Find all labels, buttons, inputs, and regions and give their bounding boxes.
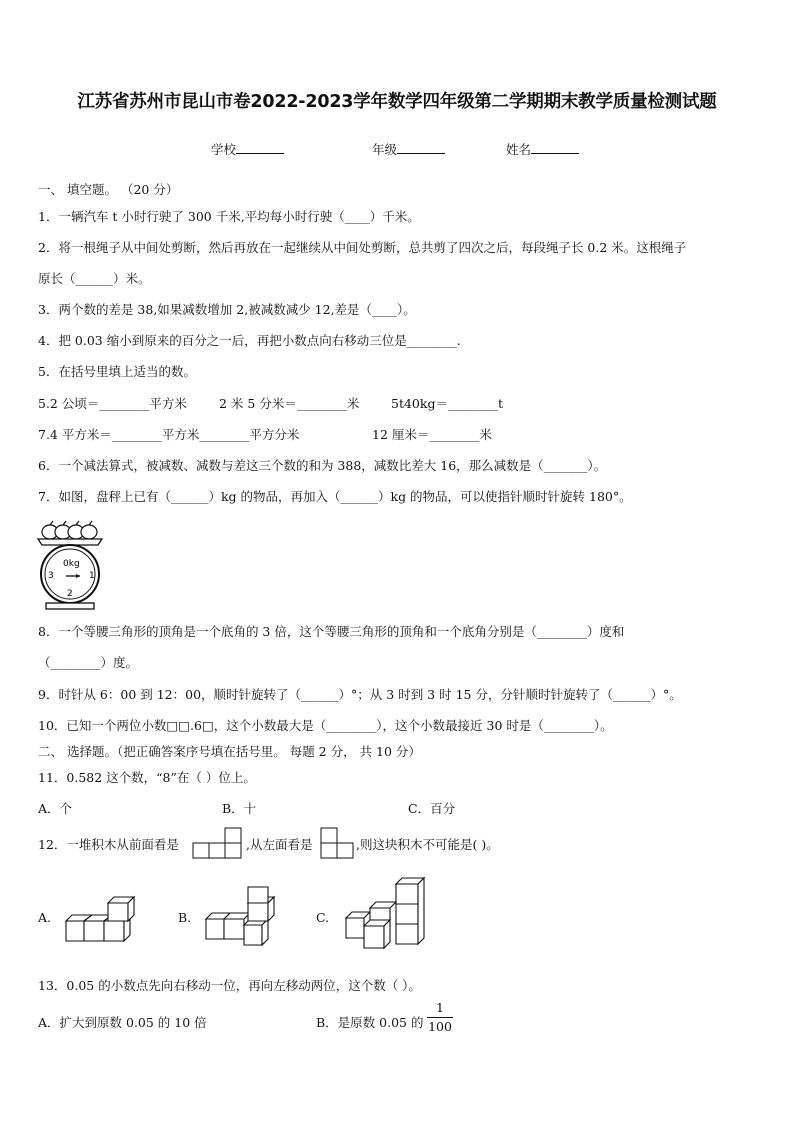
question-11-option-b[interactable]: B．十 — [222, 801, 257, 816]
question-8-line1: 8．一个等腰三角形的顶角是一个底角的 3 倍，这个等腰三角形的顶角和一个底角分别是（________）度和 — [38, 624, 625, 639]
question-4: 4．把 0.03 缩小到原来的百分之一后，再把小数点向右移动三位是________. — [38, 333, 461, 348]
scale-illustration — [36, 520, 106, 612]
question-5-item-5: 12 厘米＝________米 — [372, 427, 492, 442]
question-13-fraction — [427, 1000, 453, 1035]
school-label: 学校 — [211, 142, 237, 157]
question-12-middle: ,从左面看是 — [246, 837, 313, 852]
scale-mark-right: 1 — [89, 571, 95, 581]
scale-mark-bottom: 2 — [67, 589, 73, 599]
question-5-item-4: 7.4 平方米＝________平方米________平方分米 — [38, 427, 300, 442]
question-10: 10．已知一个两位小数□□.6□，这个小数最大是（________），这个小数最接近 30 时是（________）。 — [38, 718, 613, 733]
question-1: 1．一辆汽车 t 小时行驶了 300 千米,平均每小时行驶（____）千米。 — [38, 209, 420, 224]
question-11-option-c[interactable]: C．百分 — [408, 801, 456, 816]
grade-field[interactable] — [372, 141, 445, 158]
fraction-numerator: 1 — [436, 1000, 444, 1015]
question-11: 11．0.582 这个数，“8”在（ ）位上。 — [38, 770, 256, 785]
scale-base — [46, 603, 94, 609]
question-5-item-3: 5t40kg＝________t — [391, 396, 503, 411]
question-8-line2: （________）度。 — [38, 655, 139, 670]
question-13: 13．0.05 的小数点先向右移动一位，再向左移动两位，这个数（ ）。 — [38, 978, 421, 993]
question-7: 7．如图，盘秤上已有（______）kg 的物品，再加入（______）kg 的物品，可以使指针顺时针旋转 180°。 — [38, 489, 632, 504]
page-title: 江苏省苏州市昆山市卷2022-2023学年数学四年级第二学期期末教学质量检测试题 — [77, 92, 717, 112]
apples-icon — [42, 521, 97, 539]
fraction-denominator: 100 — [428, 1019, 452, 1034]
block-figure-a — [64, 895, 142, 945]
question-12-option-c-label[interactable]: C. — [316, 910, 330, 925]
name-label: 姓名 — [506, 142, 532, 157]
scale-label: 0kg — [63, 559, 80, 569]
question-13-option-a[interactable]: A．扩大到原数 0.05 的 10 倍 — [38, 1015, 207, 1030]
block-figure-b — [202, 887, 282, 947]
name-field[interactable] — [506, 141, 579, 158]
grade-label: 年级 — [372, 142, 398, 157]
left-view-figure — [320, 827, 356, 859]
question-12-suffix: ,则这块积木不可能是( )。 — [356, 837, 499, 852]
school-field[interactable] — [211, 141, 284, 158]
question-12-option-a-label[interactable]: A. — [38, 910, 52, 925]
question-12-prefix: 12．一堆积木从前面看是 — [38, 837, 179, 852]
question-13-option-b[interactable]: B．是原数 0.05 的 — [316, 1015, 424, 1030]
section1-heading: 一、 填空题。 （20 分） — [38, 182, 179, 197]
section2-heading: 二、 选择题。（把正确答案序号填在括号里。 每题 2 分， 共 10 分） — [38, 744, 421, 759]
front-view-figure — [192, 827, 244, 859]
block-figure-c — [344, 882, 434, 956]
question-12-option-b-label[interactable]: B. — [178, 910, 192, 925]
question-2-line1: 2．将一根绳子从中间处剪断，然后再放在一起继续从中间处剪断，总共剪了四次之后，每段绳子长 0.2 米。这根绳子 — [38, 240, 687, 255]
question-3: 3．两个数的差是 38,如果减数增加 2,被减数减少 12,差是（____）。 — [38, 302, 416, 317]
question-5-item-1: 5.2 公顷＝________平方米 — [38, 396, 187, 411]
question-5: 5．在括号里填上适当的数。 — [38, 364, 196, 379]
question-9: 9．时针从 6：00 到 12：00，顺时针旋转了（______）°；从 3 时到 3 时 15 分，分针顺时针旋转了（______）°。 — [38, 687, 682, 702]
question-6: 6．一个减法算式，被减数、减数与差这三个数的和为 388，减数比差大 16，那么减数是（_______）。 — [38, 458, 607, 473]
question-2-line2: 原长（______）米。 — [38, 271, 151, 286]
question-11-option-a[interactable]: A．个 — [38, 801, 73, 816]
question-5-item-2: 2 米 5 分米＝________米 — [219, 396, 360, 411]
scale-mark-left: 3 — [48, 571, 54, 581]
